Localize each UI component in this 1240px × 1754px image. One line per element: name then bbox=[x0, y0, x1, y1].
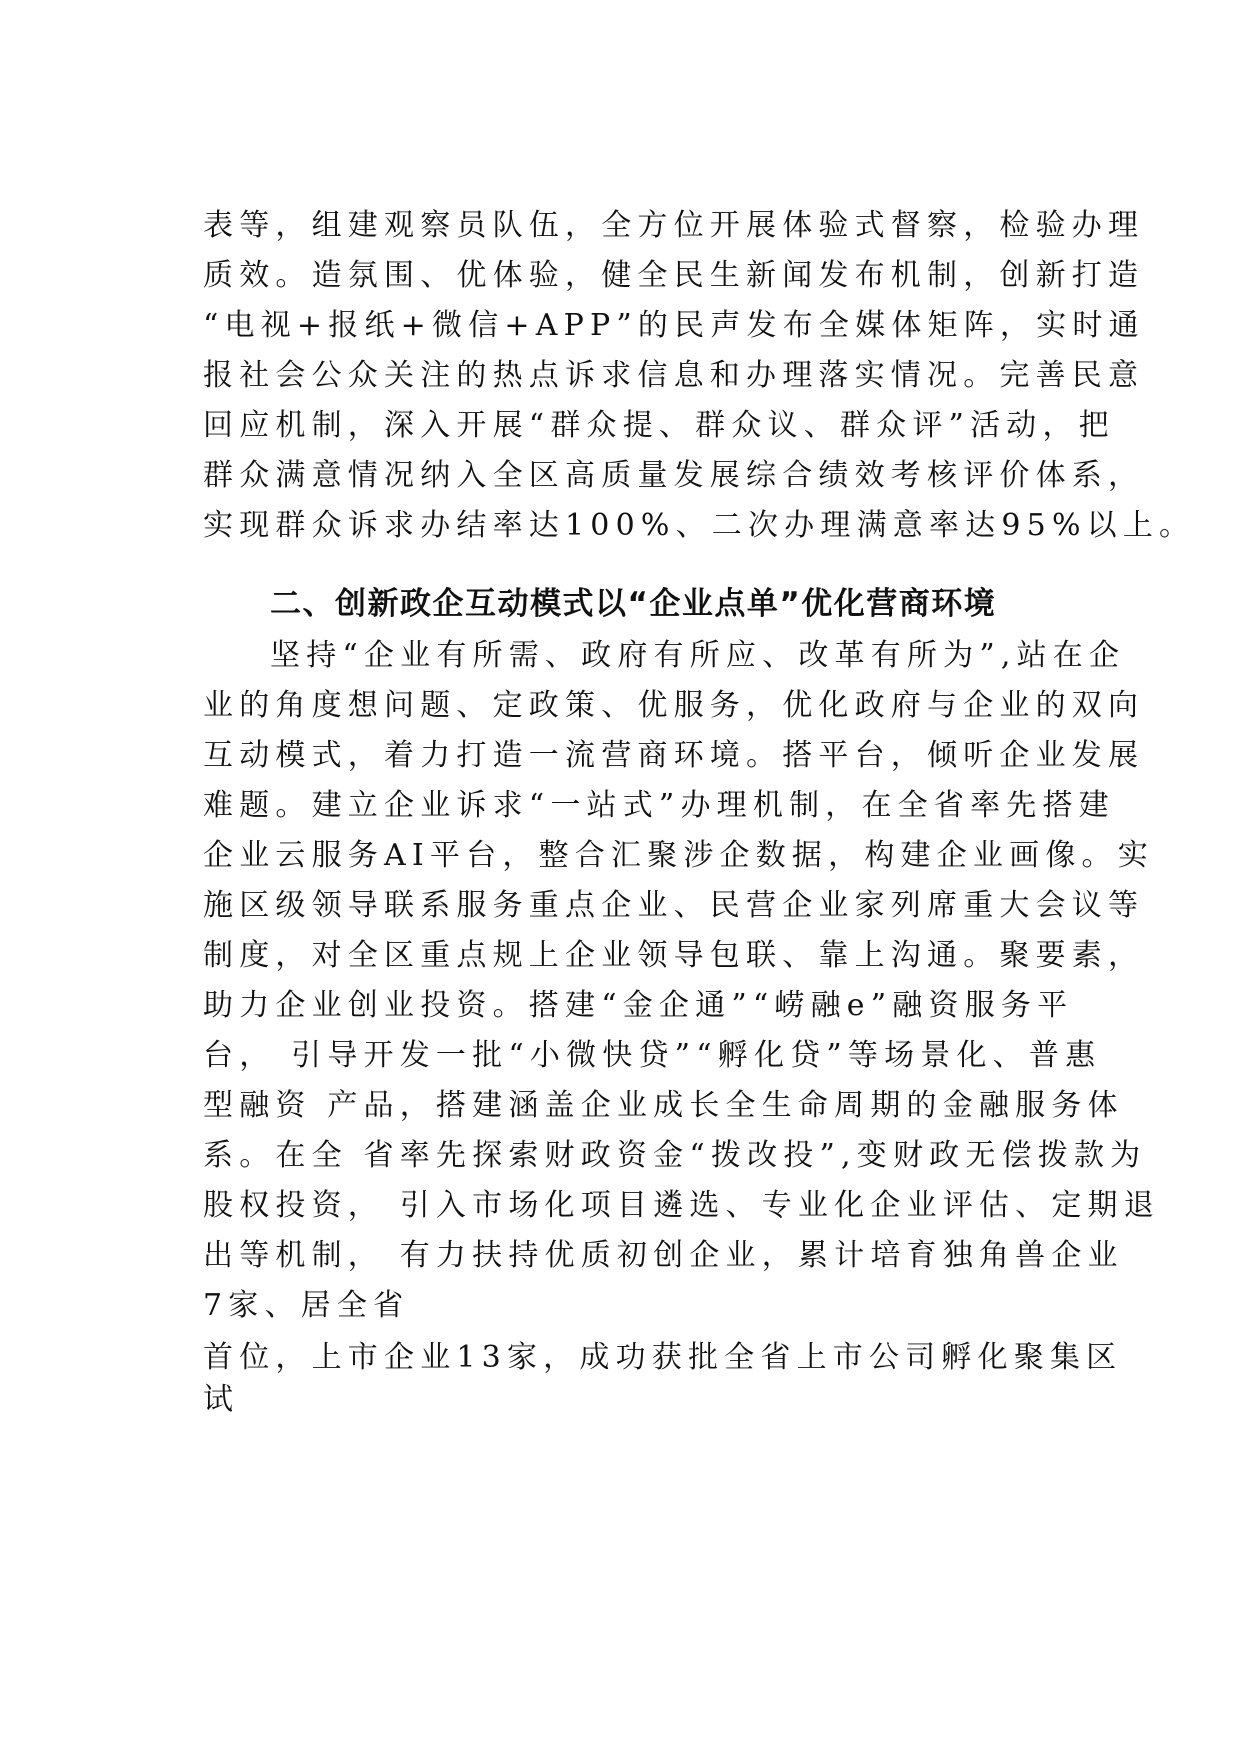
body-text-line: 首位，上市企业13家，成功获批全省上市公司孵化聚集区 bbox=[203, 1340, 1123, 1375]
section-heading: 二、创新政企互动模式以“企业点单”优化营商环境 bbox=[270, 586, 997, 622]
body-text-line: 业的角度想问题、定政策、优服务，优化政府与企业的双向 bbox=[203, 688, 1145, 723]
body-text-line: 出等机制， 有力扶持优质初创企业，累计培育独角兽企业 bbox=[203, 1238, 1124, 1273]
body-text-line: 企业云服务AI平台，整合汇聚涉企数据，构建企业画像。实 bbox=[203, 838, 1154, 873]
body-text-line: 互动模式，着力打造一流营商环境。搭平台，倾听企业发展 bbox=[203, 738, 1145, 773]
body-text-line: 助力企业创业投资。搭建“金企通”“崂融e”融资服务平 bbox=[203, 988, 1074, 1023]
body-text-line: 7家、居全省 bbox=[203, 1288, 410, 1323]
body-text-line: 实现群众诉求办结率达100%、二次办理满意率达95%以上。 bbox=[203, 508, 1196, 543]
body-text-line: 试 bbox=[203, 1382, 240, 1417]
body-text-line: 报社会公众关注的热点诉求信息和办理落实情况。完善民意 bbox=[203, 358, 1145, 393]
body-text-line: 台， 引导开发一批“小微快贷”“孵化贷”等场景化、普惠 bbox=[203, 1038, 1102, 1073]
body-text-line: 难题。建立企业诉求“一站式”办理机制，在全省率先搭建 bbox=[203, 788, 1115, 823]
body-text-line: 回应机制，深入开展“群众提、群众议、群众评”活动，把 bbox=[203, 408, 1115, 443]
body-text-line: 坚持“企业有所需、政府有所应、改革有所为”,站在企 bbox=[270, 638, 1126, 673]
body-text-line: 制度，对全区重点规上企业领导包联、靠上沟通。聚要素， bbox=[203, 938, 1145, 973]
body-text-line: 系。在全 省率先探索财政资金“拨改投”,变财政无偿拨款为 bbox=[203, 1138, 1147, 1173]
body-text-line: 表等，组建观察员队伍，全方位开展体验式督察，检验办理 bbox=[203, 208, 1145, 243]
body-text-line: 质效。造氛围、优体验，健全民生新闻发布机制，创新打造 bbox=[203, 258, 1145, 293]
body-text-line: 群众满意情况纳入全区高质量发展综合绩效考核评价体系， bbox=[203, 458, 1145, 493]
body-text-line: 股权投资， 引入市场化项目遴选、专业化企业评估、定期退 bbox=[203, 1188, 1160, 1223]
body-text-line: 型融资 产品，搭建涵盖企业成长全生命周期的金融服务体 bbox=[203, 1088, 1124, 1123]
body-text-line: 施区级领导联系服务重点企业、民营企业家列席重大会议等 bbox=[203, 888, 1145, 923]
body-text-line: “电视+报纸+微信+APP”的民声发布全媒体矩阵，实时通 bbox=[203, 308, 1145, 343]
